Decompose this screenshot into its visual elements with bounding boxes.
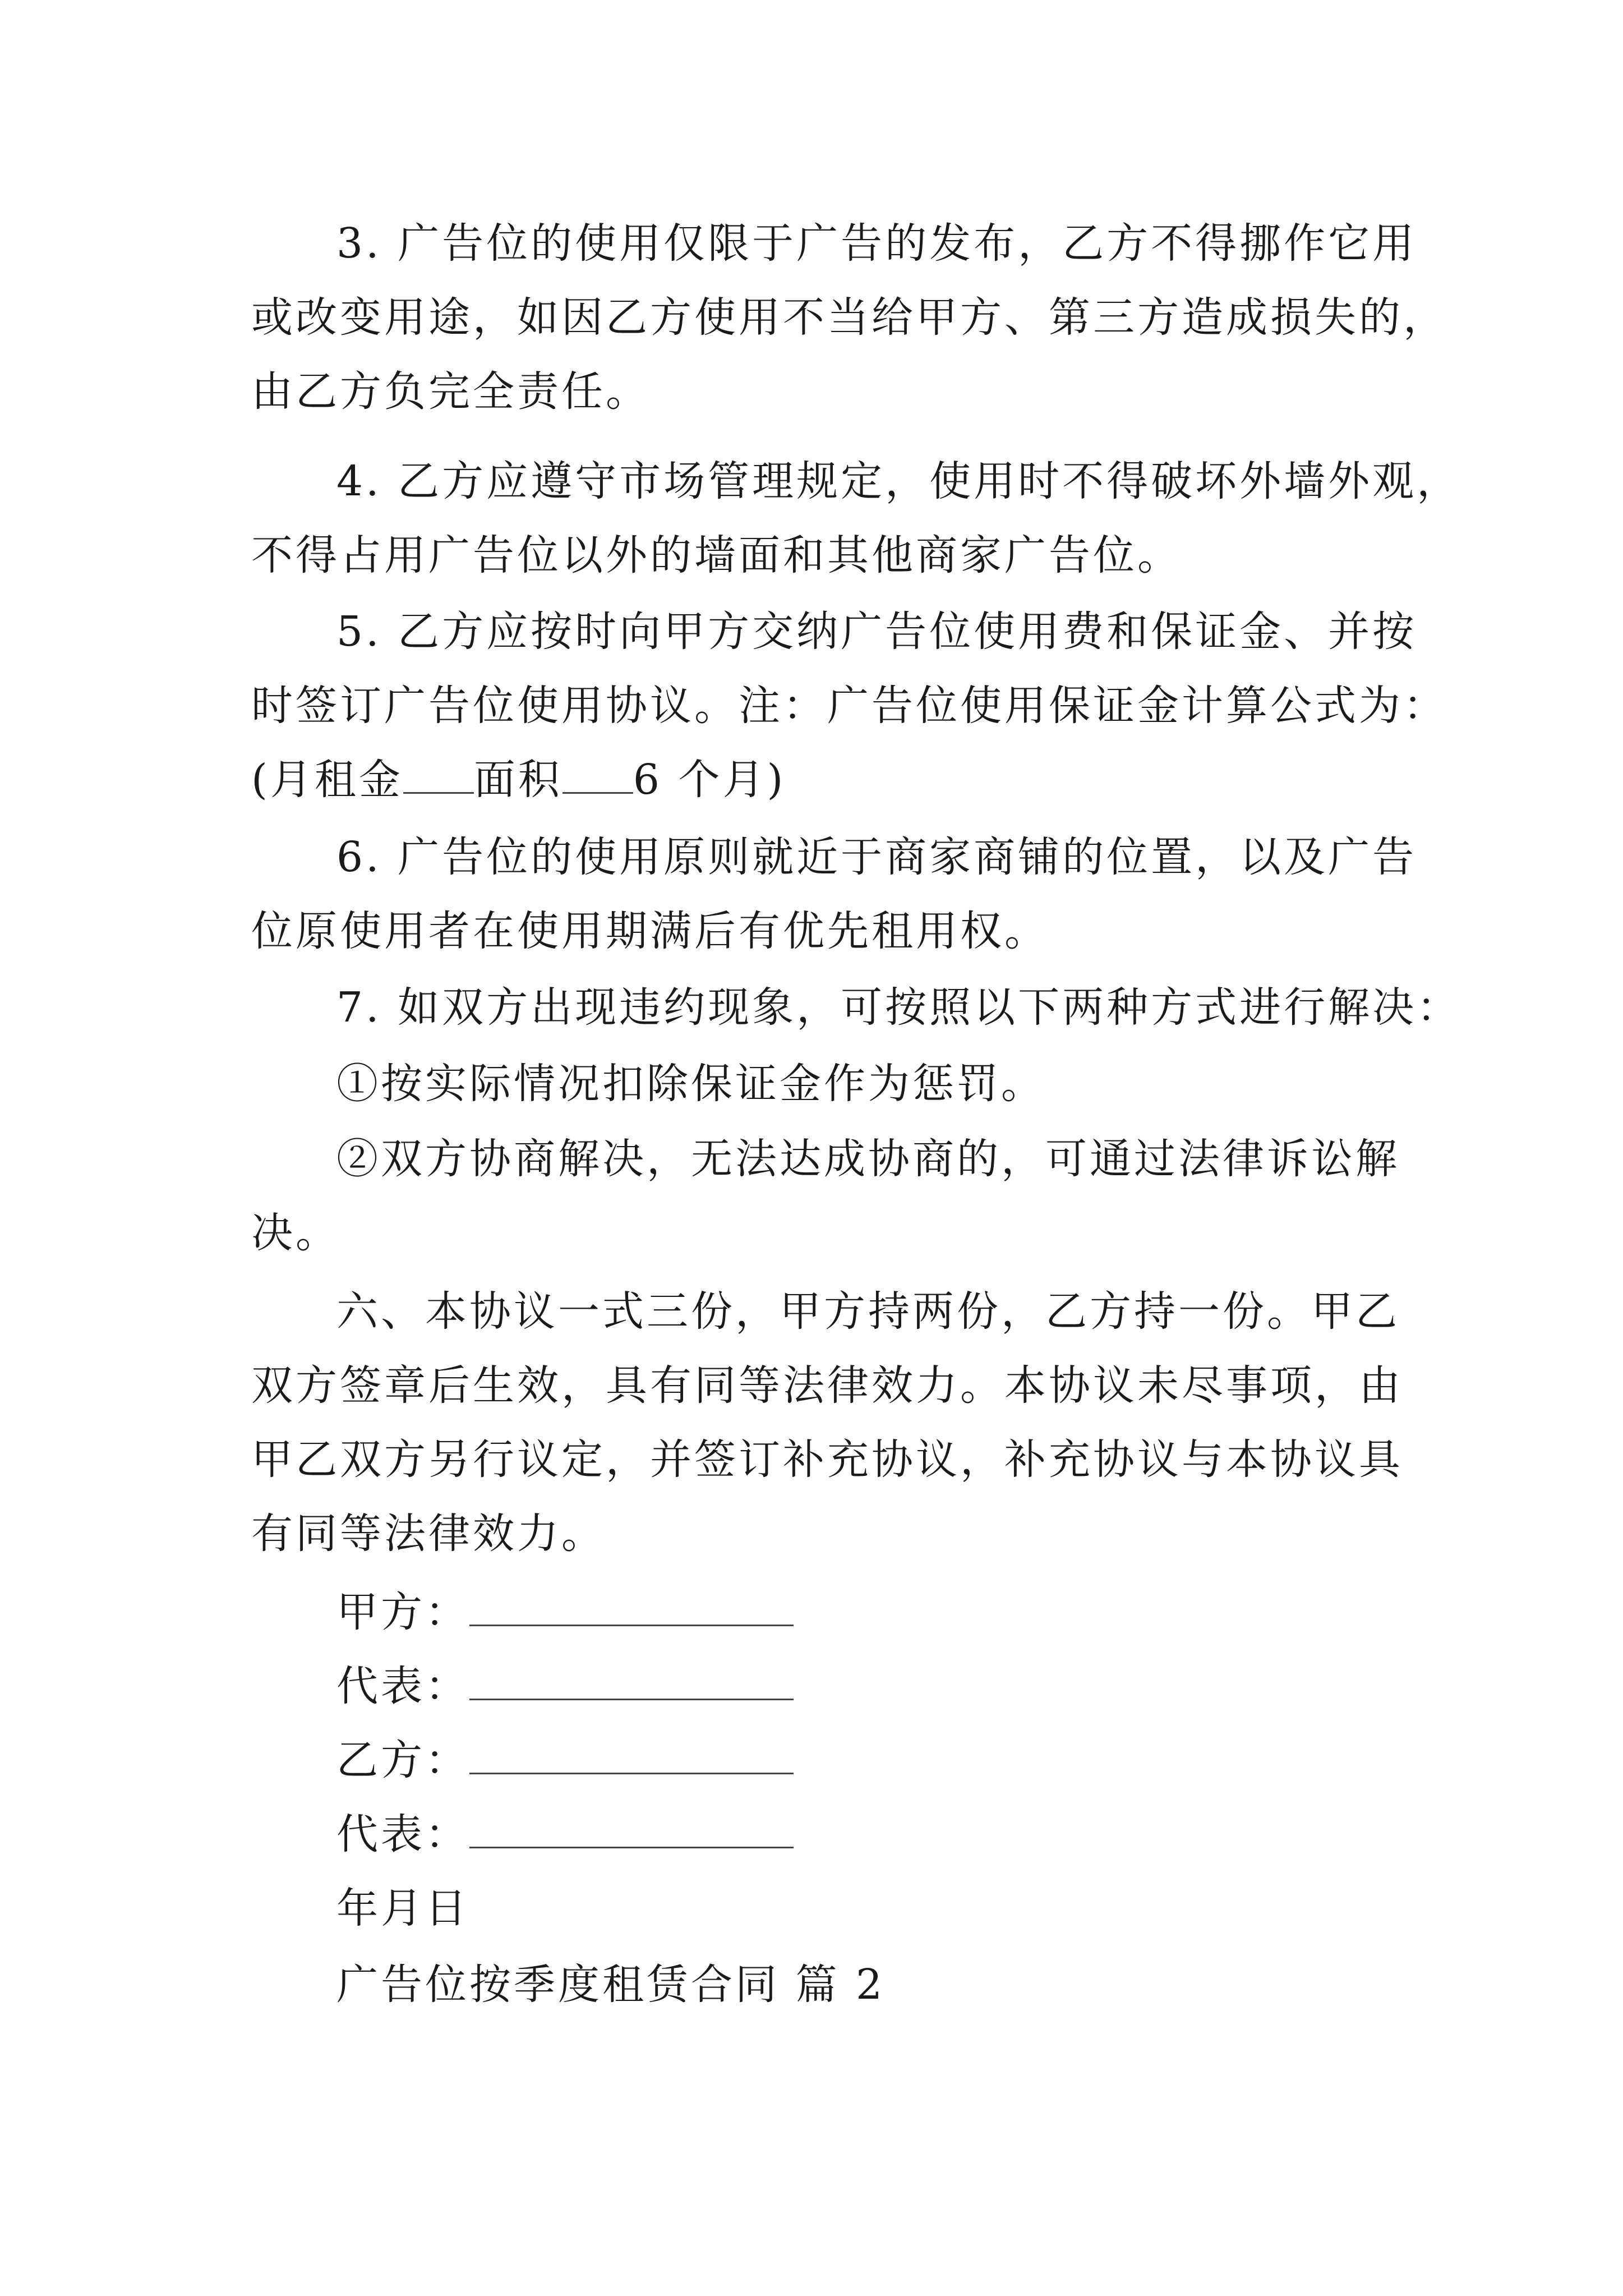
party-a-label: 甲方： — [336, 1588, 469, 1636]
formula-suffix: 6 个月) — [633, 756, 786, 804]
next-section-title: 广告位按季度租赁合同 篇 2 — [336, 1961, 886, 2009]
clause-3-line-1: 3. 广告位的使用仅限于广告的发布，乙方不得挪作它用 — [336, 219, 1417, 268]
clause-5-formula — [251, 743, 1373, 817]
party-b-blank — [469, 1733, 794, 1774]
clause-4-line-2: 不得占用广告位以外的墙面和其他商家广告位。 — [251, 531, 1182, 579]
signature-party-a — [336, 1575, 1458, 1649]
section-6-line-3: 甲乙双方另行议定，并签订补充协议，补充协议与本协议具 — [251, 1435, 1403, 1484]
clause-3-line-2: 或改变用途，如因乙方使用不当给甲方、第三方造成损失的， — [251, 293, 1447, 342]
clause-6-line-2: 位原使用者在使用期满后有优先租用权。 — [251, 907, 1049, 955]
formula-blank-1 — [403, 753, 474, 794]
rep-a-label: 代表： — [336, 1662, 469, 1710]
section-6-line-2: 双方签章后生效，具有同等法律效力。本协议未尽事项，由 — [251, 1361, 1403, 1410]
section-6-line-1: 六、本协议一式三份，甲方持两份，乙方持一份。甲乙 — [336, 1287, 1400, 1336]
clause-4-line-1: 4. 乙方应遵守市场管理规定，使用时不得破坏外墙外观， — [336, 457, 1461, 505]
clause-7-option-2-line-1: ②双方协商解决，无法达成协商的，可通过法律诉讼解 — [336, 1135, 1400, 1183]
clause-5-line-1: 5. 乙方应按时向甲方交纳广告位使用费和保证金、并按 — [336, 608, 1417, 656]
signature-rep-b — [336, 1797, 1458, 1871]
rep-b-blank — [469, 1807, 794, 1848]
clause-6-line-1: 6. 广告位的使用原则就近于商家商铺的位置，以及广告 — [336, 833, 1417, 881]
signature-rep-a — [336, 1649, 1458, 1723]
rep-b-label: 代表： — [336, 1810, 469, 1858]
section-6-line-4: 有同等法律效力。 — [251, 1510, 606, 1558]
clause-7-option-2-line-2: 决。 — [251, 1209, 340, 1257]
signature-date: 年月日 — [336, 1884, 469, 1932]
rep-a-blank — [469, 1659, 794, 1700]
formula-mid: 面积 — [473, 756, 562, 804]
clause-5-line-2: 时签订广告位使用协议。注：广告位使用保证金计算公式为： — [251, 682, 1447, 730]
party-a-blank — [469, 1585, 794, 1626]
formula-prefix: (月租金 — [251, 756, 403, 804]
clause-3-line-3: 由乙方负完全责任。 — [251, 367, 650, 416]
signature-party-b — [336, 1723, 1458, 1797]
clause-7-option-1: ①按实际情况扣除保证金作为惩罚。 — [336, 1060, 1045, 1108]
party-b-label: 乙方： — [336, 1736, 469, 1784]
formula-blank-2 — [562, 753, 633, 794]
clause-7-line-1: 7. 如双方出现违约现象，可按照以下两种方式进行解决： — [336, 983, 1461, 1032]
